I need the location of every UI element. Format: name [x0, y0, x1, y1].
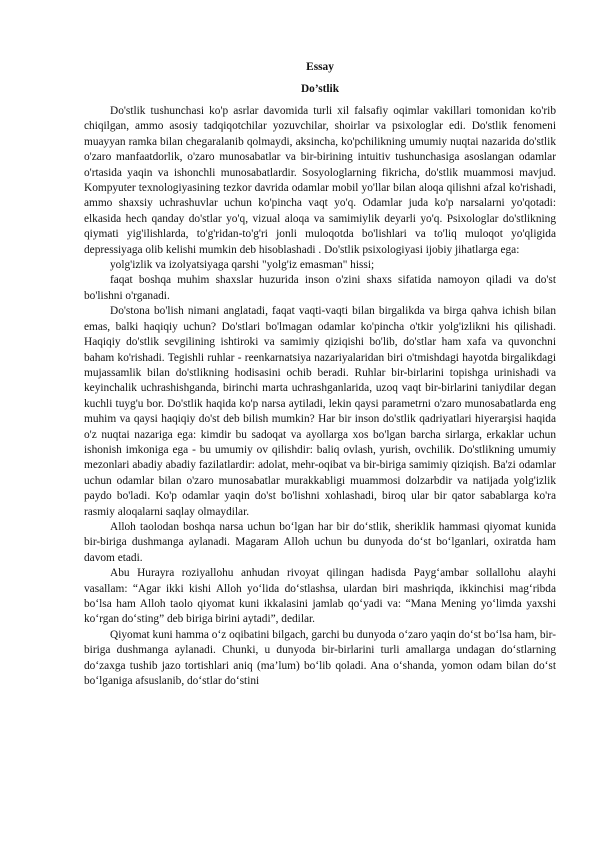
- paragraph-list-item-1: yolg'izlik va izolyatsiyaga qarshi "yolg'iz emasman" hissi;: [110, 259, 375, 272]
- paragraph-friendship-for-allah: Alloh taolodan boshqa narsa uchun bo‘lgan har bir do‘stlik, sheriklik hammasi qiyomat kunida bir-biriga dushmanga aylanadi. Magaram Alloh uchun bu dunyoda do‘st bo‘lganlari, oxiratda ham davom etadi.: [84, 520, 556, 564]
- paragraph-true-friendship: Do'stona bo'lish nimani anglatadi, faqat vaqti-vaqti bilan birgalikda va birga qahva ichish bilan emas, balki haqiqiy uchun? Do'stlari bo'lmagan odamlar ko'pincha o'tkir yolg'izlikni his qilishadi. Haqiqiy do'stlik sevgilining ishtiroki va samimiy qiziqishi bo'lib, do'stlar ham xafa va quvonchni baham ko'rishadi. Tegishli ruhlar - reenkarnatsiya nazariyalaridan biri o'tmishdagi hayotda birgalikdagi mujassamlik bilan do'stlikning hodisasini ochib beradi. Ruhlar bir-birlarini topishga urinishadi va keyinchalik uchrashishganda, birinchi marta uchrashganlarida, uzoq vaqt bir-birlarini taniydilar degan kuchli tuyg'u bor. Do'stlik haqida ko'p narsa aytiladi, lekin qaysi parametrni o'zaro munosabatlarda eng muhim va qaysi haqiqiy do'st deb bilish mumkin? Har bir inson do'stlik qadriyatlari hiyerarşisi haqida o'z nuqtai nazariga ega: kimdir bu sadoqat va ayollarga xos bo'lgan barcha sirlarga, erkaklar uchun ishonish imkoniga ega - bu umumiy ov qilishdir: baliq ovlash, yurish, ovchilik. Do'stlikning umumiy mezonlari abadiy abadiy fazilatlardir: adolat, mehr-oqibat va bir-biriga samimiy qiziqish. Ba'zi odamlar uchun odamlar bilan o'zaro munosabatlar murakkabligi muammosi dolzarbdir va natijada yolg'izlik paydo bo'ladi. Ko'p odamlar yaqin do'st bo'lishni xohlashadi, biroq ular bir qator sabablarga ko'ra rasmiy aloqalarni saqlay olmaydilar.: [84, 305, 556, 518]
- paragraph-hadith: Abu Hurayra roziyallohu anhudan rivoyat qilingan hadisda Payg‘ambar sollallohu alayhi vasallam: “Agar ikki kishi Alloh yo‘lida do‘stlashsa, ulardan biri mashriqda, ikkinchisi mag‘ribda bo‘lsa ham Alloh taolo qiyomat kuni ikkalasini jamlab qo‘yadi va: “Mana Mening yo‘limda yaxshi ko‘rgan do‘sting” deb biriga birini aytadi”, dedilar.: [84, 567, 556, 626]
- document-title: Essay: [306, 61, 334, 73]
- document-subtitle: Do’stlik: [300, 83, 340, 95]
- paragraph-list-item-2: faqat boshqa muhim shaxslar huzurida inson o'zini shaxs sifatida namoyon qiladi va do'st bo'lishni o'rganadi.: [84, 274, 556, 302]
- paragraph-judgement-day: Qiyomat kuni hamma o‘z oqibatini bilgach, garchi bu dunyoda o‘zaro yaqin do‘st bo‘lsa ham, bir-biriga dushmanga aylanadi. Chunki, u dunyoda bir-birlarini turli amallarga undagan do‘stlarning do‘zaxga tushib jazo tortishlari aniq (ma’lum) bo‘lib qoladi. Ana o‘shanda, yomon odam bilan do‘st bo‘lganiga afsuslanib, do‘stlar do‘stini: [84, 628, 556, 688]
- paragraph-intro: Do'stlik tushunchasi ko'p asrlar davomida turli xil falsafiy oqimlar vakillari tomonidan ko'rib chiqilgan, ammo asosiy tadqiqotchilar yozuvchilar, shoirlar va psixologlar edi. Do'stlik fenomeni muayyan ramka bilan chegaralanib qolmaydi, aksincha, ko'pchilikning umumiy nuqtai nazarida do'stlik o'zaro manfaatdorlik, o'zaro munosabatlar va bir-birining intuitiv tushunchasiga asoslangan odamlar o'rtasida yaqin va ishonchli munosabatlardir. Sosyologlarning fikricha, do'stlik muammosi mavjud. Kompyuter texnologiyasining tezkor davrida odamlar mobil yo'llar bilan aloqa qilishni afzal ko'rishadi, ammo shaxsiy uchrashuvlar uchun ko'pincha vaqt yo'q. Odamlar juda ko'p narsalarni yo'qotadi: elkasida hech qanday do'stlar yo'q, vizual aloqa va samimiylik deyarli yo'q. Psixologlar do'stlikning qiymati yig'ilishlarda, to'g'ridan-to'g'ri jonli muloqotda bo'lishlari va to'liq muloqot yo'qligida depressiyaga olib kelishi mumkin deb hisoblashadi . Do'stlik psixologiyasi ijobiy jihatlarga ega:: [84, 105, 556, 256]
